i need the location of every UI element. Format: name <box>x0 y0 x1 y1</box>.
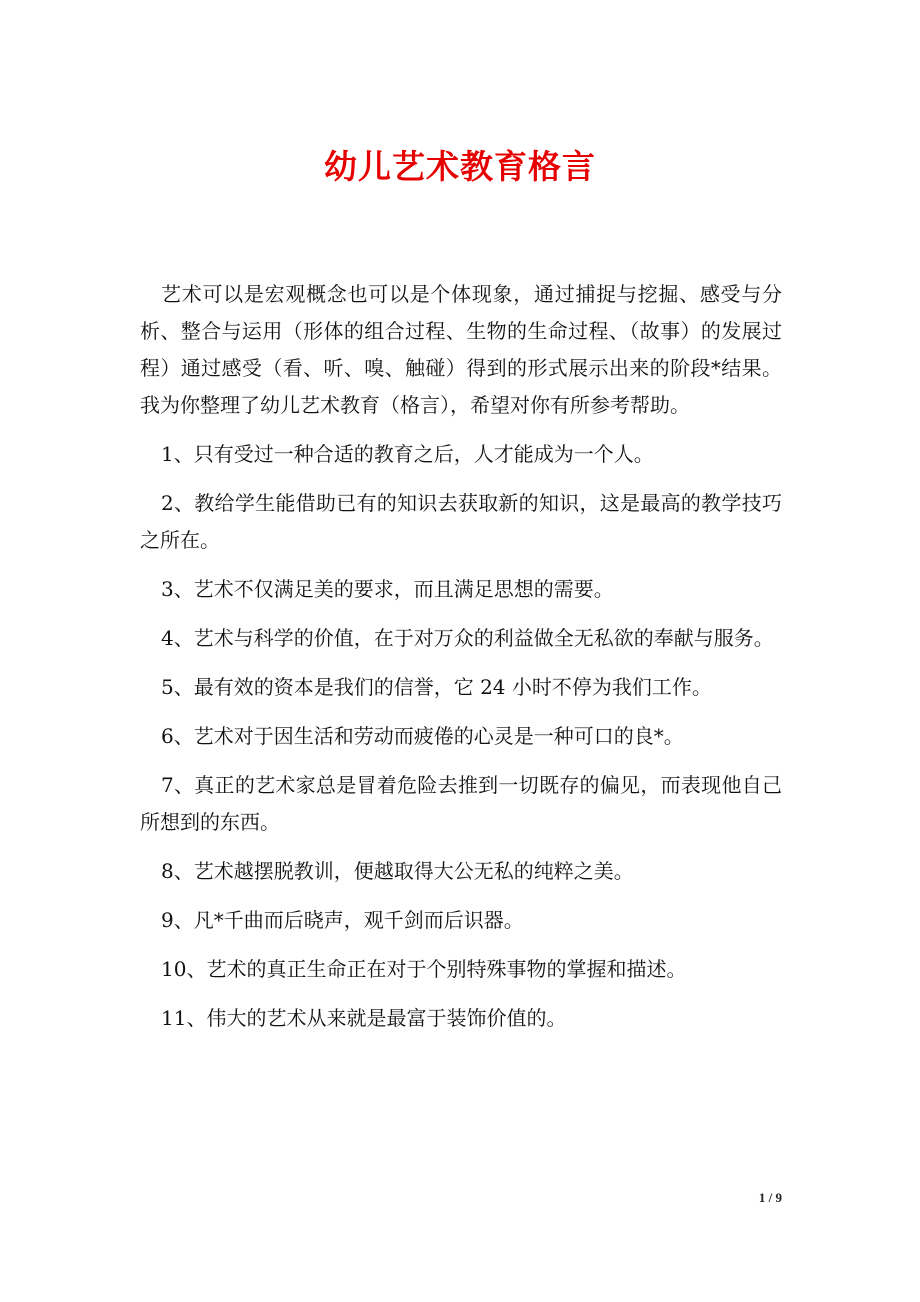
document-body <box>140 276 782 1049</box>
list-item: 1、只有受过一种合适的教育之后，人才能成为一个人。 <box>161 442 654 466</box>
list-item: 8、艺术越摆脱教训，便越取得大公无私的纯粹之美。 <box>161 859 634 883</box>
list-item: 2、教给学生能借助已有的知识去获取新的知识，这是最高的教学技巧之所在。 <box>140 491 782 552</box>
list-item: 6、艺术对于因生活和劳动而疲倦的心灵是一种可口的良*。 <box>161 724 684 748</box>
page-title: 幼儿艺术教育格言 <box>324 147 596 186</box>
list-item: 4、艺术与科学的价值，在于对万众的利益做全无私欲的奉献与服务。 <box>161 626 774 650</box>
list-item: 9、凡*千曲而后晓声，观千剑而后识器。 <box>161 908 524 932</box>
list-item: 5、最有效的资本是我们的信誉，它 24 小时不停为我们工作。 <box>161 675 712 699</box>
list-item: 10、艺术的真正生命正在对于个别特殊事物的掌握和描述。 <box>161 957 687 981</box>
list-item: 3、艺术不仅满足美的要求，而且满足思想的需要。 <box>161 577 614 601</box>
page-number: 1 / 9 <box>758 1190 782 1205</box>
list-item: 11、伟大的艺术从来就是最富于装饰价值的。 <box>161 1006 567 1030</box>
list-item: 7、真正的艺术家总是冒着危险去推到一切既存的偏见，而表现他自己所想到的东西。 <box>140 773 782 834</box>
intro-paragraph: 艺术可以是宏观概念也可以是个体现象，通过捕捉与挖掘、感受与分析、整合与运用（形体的组合过程、生物的生命过程、（故事）的发展过程）通过感受（看、听、嗅、触碰）得到的形式展示出来的阶段*结果。我为你整理了幼儿艺术教育（格言），希望对你有所参考帮助。 <box>140 282 782 417</box>
